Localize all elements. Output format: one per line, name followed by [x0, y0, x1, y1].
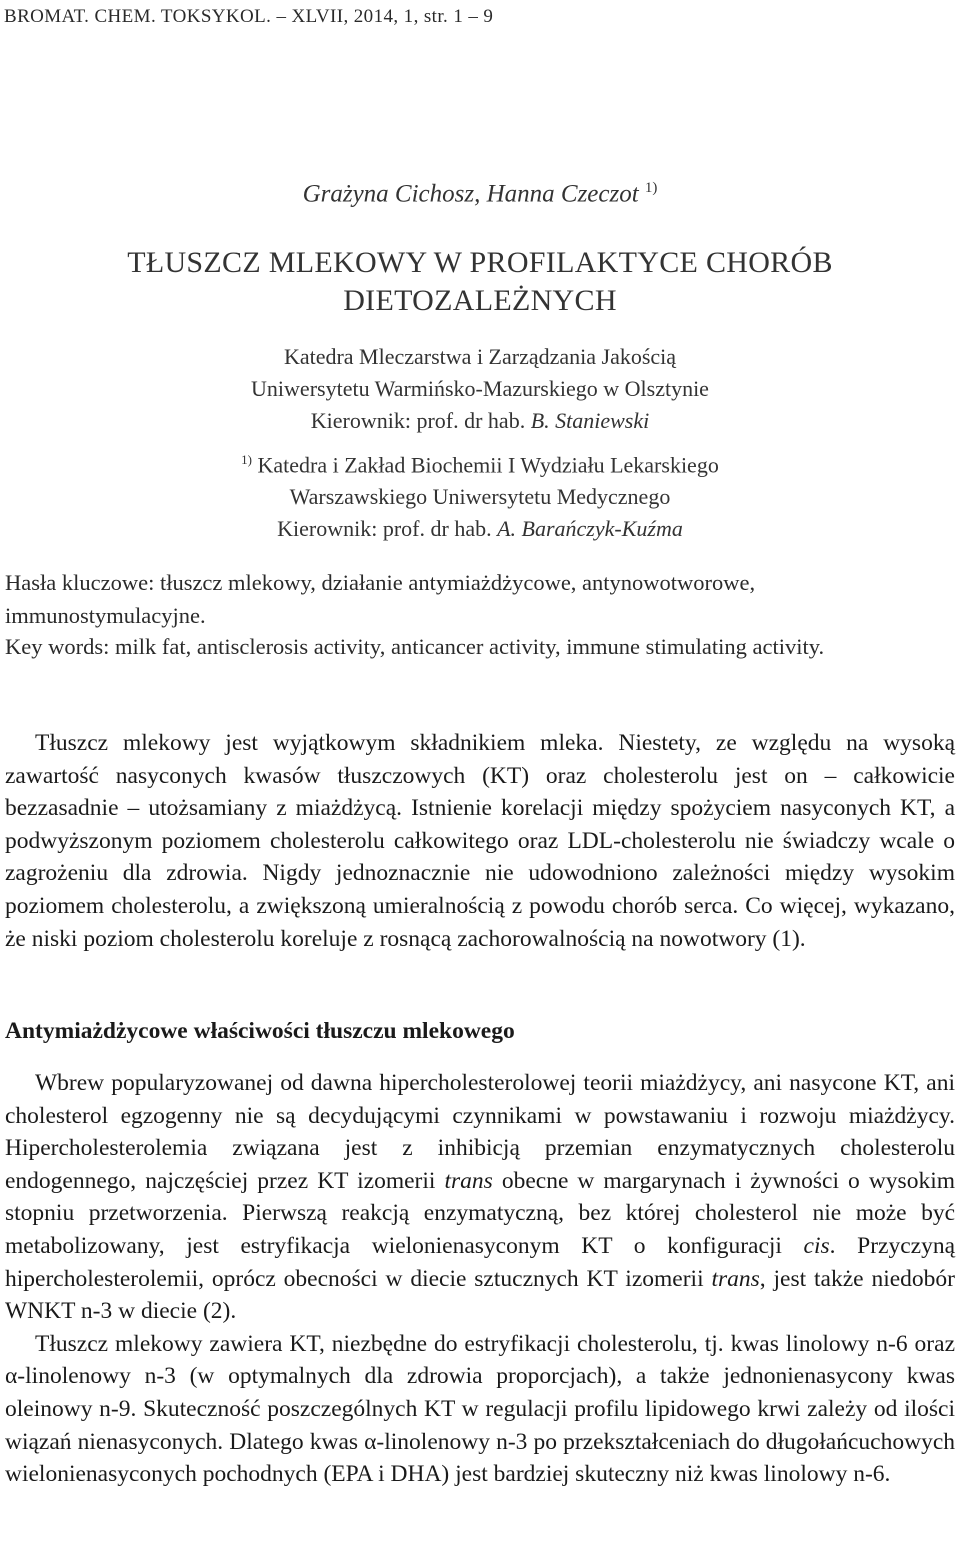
author-names: Grażyna Cichosz, Hanna Czeczot [302, 180, 639, 208]
section-paragraph-1 [5, 1067, 955, 1328]
italic-term: trans [711, 1265, 760, 1292]
affiliation-primary-head [0, 405, 960, 437]
title-line-2: DIETOZALEŻNYCH [343, 284, 617, 317]
affiliation-primary-line-1: Katedra Mleczarstwa i Zarządzania Jakością [283, 344, 677, 369]
affiliation-mark: 1) [241, 452, 252, 467]
affiliation-secondary-line-1 [0, 444, 960, 481]
head-name: A. Barańczyk-Kuźma [497, 516, 683, 542]
authors-line [0, 180, 960, 208]
keywords-english: Key words: milk fat, antisclerosis activity, anticancer activity, immune stimulating activity. [5, 634, 825, 659]
keywords-polish: Hasła kluczowe: tłuszcz mlekowy, działanie antymiażdżycowe, antynowotworowe, immunostymulacyjne. [5, 570, 756, 628]
text-run: . Przyczyną hipercholesterolemii, oprócz obecności w diecie sztucznych KT izomerii [5, 1232, 955, 1292]
affiliation-secondary-text: Katedra i Zakład Biochemii I Wydziału Lekarskiego [257, 452, 719, 478]
author-affiliation-mark: 1) [644, 180, 658, 196]
article-title [0, 244, 960, 320]
affiliation-secondary [0, 444, 960, 545]
text-run: Wbrew popularyzowanej od dawna hipercholesterolowej teorii miażdżycy, ani nasycone KT, ani cholesterol egzogenny nie są decydującymi czynnikami w powstawaniu i rozwoju miażdżycy. Hipercholesterolemia związana jest z inhibicją przemian enzymatycznych cholesterolu endogennego, najczęściej przez KT izomerii [5, 1070, 955, 1194]
affiliation-primary [0, 341, 960, 437]
running-head: BROMAT. CHEM. TOKSYKOL. – XLVII, 2014, 1, str. 1 – 9 [4, 6, 494, 27]
italic-term: cis [803, 1232, 830, 1259]
head-prefix: Kierownik: prof. dr hab. [310, 408, 526, 433]
section-heading: Antymiażdżycowe właściwości tłuszczu mlekowego [5, 1018, 515, 1044]
head-prefix: Kierownik: prof. dr hab. [277, 516, 492, 542]
section-paragraph-2: Tłuszcz mlekowy zawiera KT, niezbędne do estryfikacji cholesterolu, tj. kwas linolowy n-6 oraz α-linolenowy n-3 (w optymalnych dla zdrowia proporcjach), a także jednonienasycony kwas oleinowy n-9. Skuteczność poszczególnych KT w regulacji profilu lipidowego krwi zależy od ilości wiązań nienasyconych. Dlatego kwas α-linolenowy n-3 po przekształceniach do długołańcuchowych wielonienasyconych pochodnych (EPA i DHA) jest bardziej skuteczny niż kwas linolowy n-6. [5, 1330, 955, 1488]
intro-section [5, 727, 955, 955]
section-body [5, 1067, 955, 1491]
italic-term: trans [444, 1167, 493, 1194]
affiliation-secondary-line-2: Warszawskiego Uniwersytetu Medycznego [289, 484, 671, 510]
text-run: obecne w margarynach i żywności o wysokim stopniu przetworzenia. Pierwszą reakcją enzymatyczną, bez której cholesterol nie może być metabolizowany, jest estryfikacja wielonienasyconym KT o konfiguracji [5, 1167, 955, 1259]
intro-paragraph: Tłuszcz mlekowy jest wyjątkowym składnikiem mleka. Niestety, ze względu na wysoką zawartość nasyconych kwasów tłuszczowych (KT) oraz cholesterolu jest on – całkowicie bezzasadnie – utożsamiany z miażdżycą. Istnienie korelacji między spożyciem nasyconych KT, a podwyższonym poziomem cholesterolu całkowitego oraz LDL-cholesterolu nie świadczy wcale o zagrożeniu dla zdrowia. Nigdy jednoznacznie nie udowodniono zależności między wysokim poziomem cholesterolu, a zwiększoną umieralnością z powodu chorób serca. Co więcej, wykazano, że niski poziom cholesterolu koreluje z rosnącą zachorowalnością na nowotwory (1). [5, 730, 955, 952]
affiliation-secondary-head [0, 513, 960, 545]
affiliation-primary-line-2: Uniwersytetu Warmińsko-Mazurskiego w Olsztynie [251, 376, 709, 401]
head-name: B. Staniewski [530, 408, 650, 433]
title-line-1: TŁUSZCZ MLEKOWY W PROFILAKTYCE CHORÓB [127, 246, 833, 279]
text-run: , jest także niedobór WNKT n-3 w diecie (2). [5, 1265, 955, 1325]
